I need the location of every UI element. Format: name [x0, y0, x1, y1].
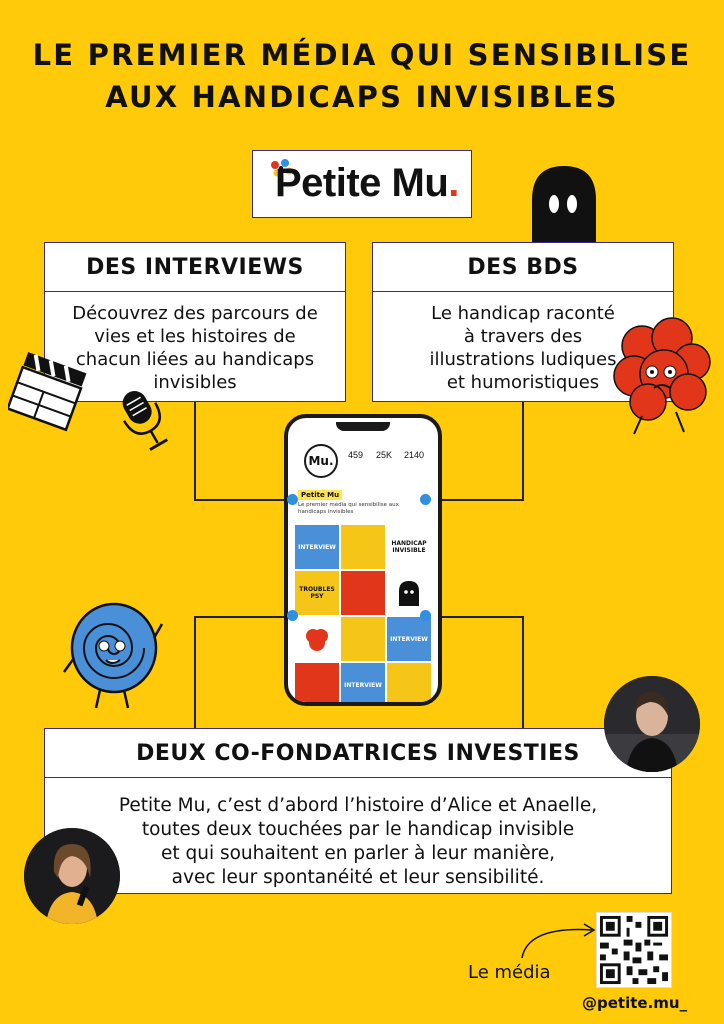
qr-code[interactable] — [596, 912, 672, 988]
post-grid — [294, 524, 432, 706]
ghost-mascot-icon — [528, 164, 600, 244]
blue-spiral-mascot-icon — [60, 598, 164, 710]
red-blob-mascot-icon — [612, 316, 712, 438]
page-title-line2: AUX HANDICAPS INVISIBLES — [105, 80, 619, 114]
post-tile: INTERVIEW — [294, 524, 340, 570]
post-tile — [386, 662, 432, 706]
card-founders — [44, 728, 672, 894]
page-title-line1: LE PREMIER MÉDIA QUI SENSIBILISE — [32, 38, 692, 72]
ghost-icon — [398, 580, 420, 606]
stat-followers: 25K — [376, 450, 393, 460]
connector-dot — [420, 610, 431, 621]
connector — [194, 402, 196, 500]
founder-photo-right — [604, 676, 700, 772]
profile-bio: Le premier média qui sensibilise aux handicaps invisibles — [298, 502, 399, 515]
clapperboard-icon — [8, 338, 94, 434]
connector — [194, 616, 196, 728]
post-tile: INTERVIEW — [340, 662, 386, 706]
stat-posts: 459 — [348, 450, 364, 460]
card-interviews-title: DES INTERVIEWS — [45, 243, 345, 292]
connector — [194, 499, 292, 501]
arrow-icon — [518, 918, 602, 962]
connector — [194, 616, 292, 618]
connector — [522, 402, 524, 500]
qr-code-icon — [597, 913, 671, 987]
connector-dot — [287, 610, 298, 621]
post-tile: INTERVIEW — [386, 616, 432, 662]
connector — [522, 616, 524, 728]
post-tile — [340, 570, 386, 616]
founder-photo-left — [24, 828, 120, 924]
stat-following: 2140 — [404, 450, 425, 460]
microphone-icon — [114, 384, 176, 454]
card-bds-title: DES BDS — [373, 243, 673, 292]
profile-name: Petite Mu — [298, 490, 342, 500]
post-tile — [294, 616, 340, 662]
social-handle[interactable]: @petite.mu_ — [582, 994, 688, 1012]
connector-dot — [420, 494, 431, 505]
post-tile — [340, 616, 386, 662]
phone-mockup — [284, 414, 442, 706]
connector-dot — [287, 494, 298, 505]
phone-notch — [336, 422, 390, 431]
post-tile — [294, 662, 340, 706]
post-tile: HANDICAP INVISIBLE — [386, 524, 432, 570]
card-interviews-body: Découvrez des parcours de vies et les histoires de chacun liées au handicaps invisibles — [72, 303, 318, 393]
post-tile: TROUBLES PSY — [294, 570, 340, 616]
media-label: Le média — [468, 962, 551, 983]
card-bds-body: Le handicap raconté à travers des illustrations ludiques et humoristiques — [429, 303, 617, 393]
card-founders-title: DEUX CO-FONDATRICES INVESTIES — [45, 729, 671, 778]
logo-text: Petite Mu. — [275, 161, 459, 205]
card-founders-body: Petite Mu, c’est d’abord l’histoire d’Alice et Anaelle, toutes deux touchées par le handicap invisible et qui souhaitent en parler à leur manière, avec leur spontanéité et leur sensibilité. — [118, 795, 598, 888]
red-blob-icon — [304, 626, 330, 652]
profile-avatar: Mu. — [304, 444, 338, 478]
logo-box — [252, 150, 472, 218]
post-tile — [340, 524, 386, 570]
